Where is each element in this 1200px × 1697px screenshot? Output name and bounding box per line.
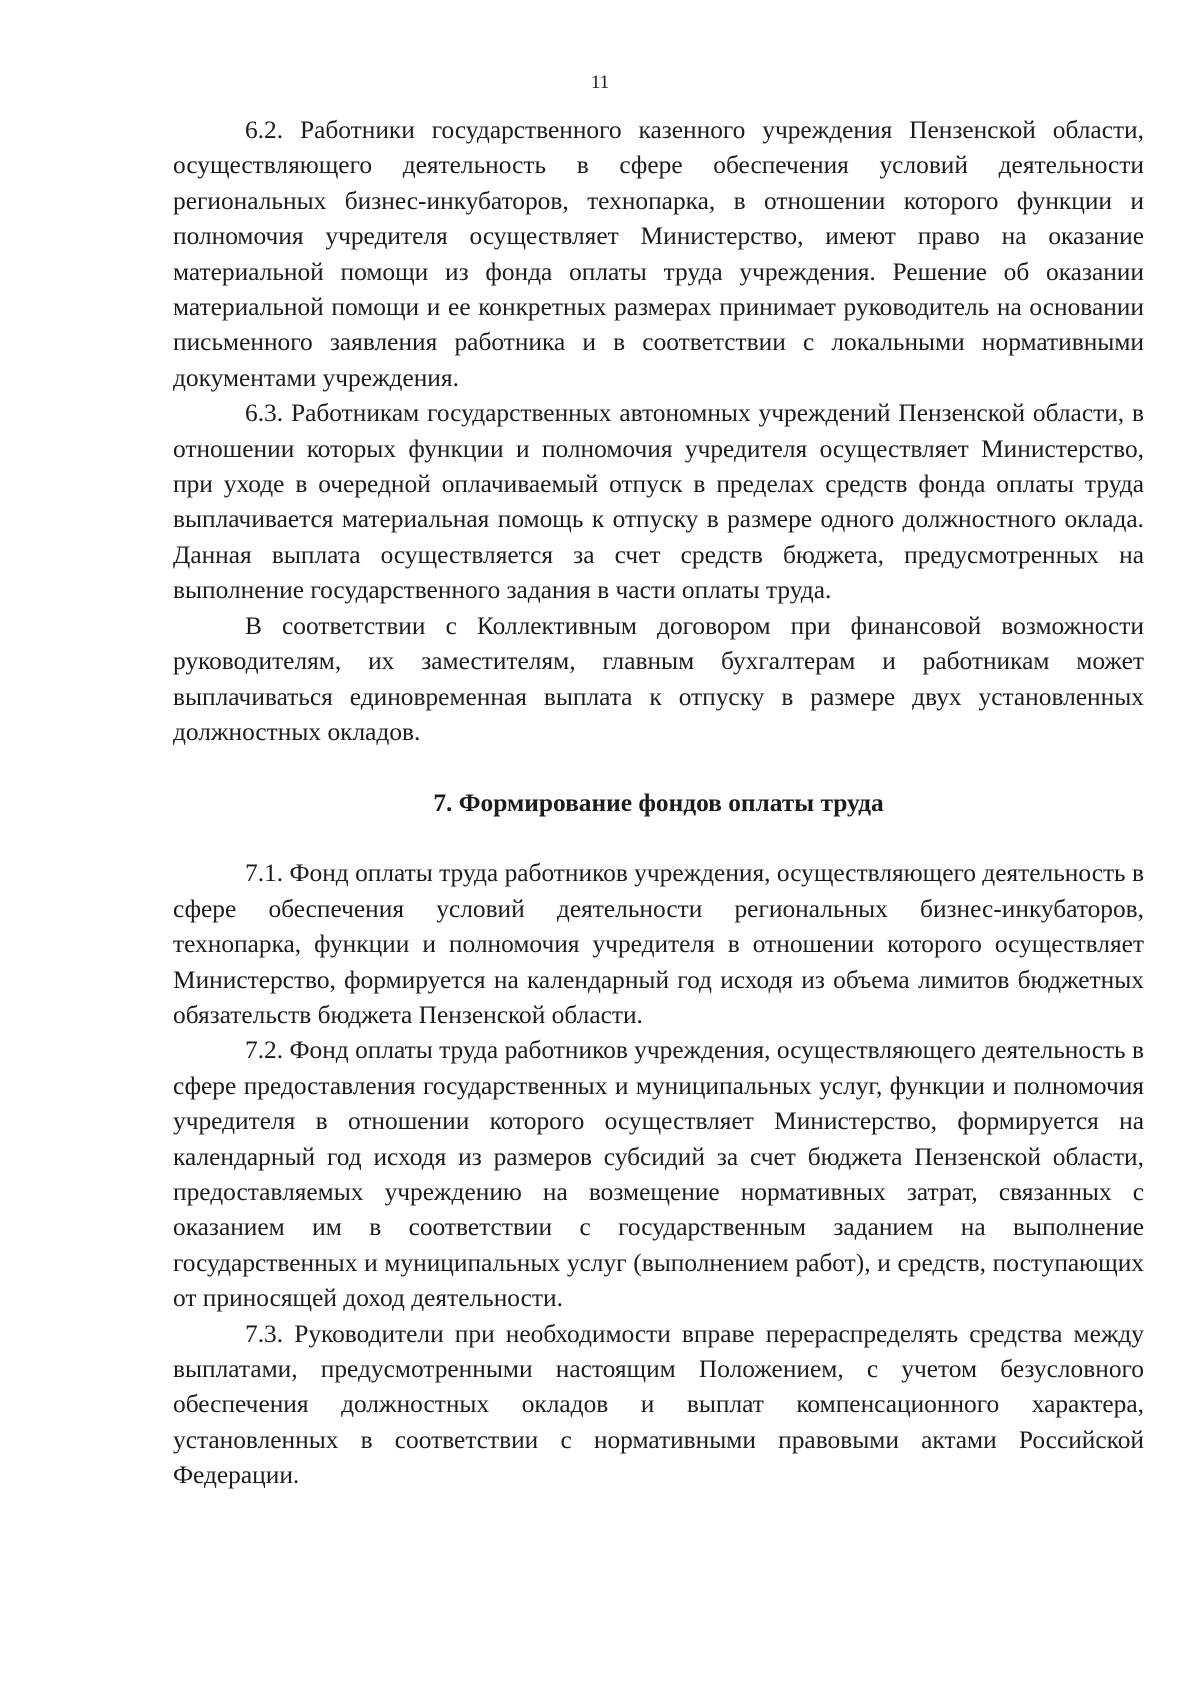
paragraph-7-3 (173, 1317, 1144, 1494)
paragraph-text: Фонд оплаты труда работников учреждения, осуществляющего деятельность в сфере предоставления государственных и муниципальных услуг, функции и полномочия учредителя в отношении которого осуществляет Министерство, формируется на календарный год исходя из размеров субсидий за счет бюджета Пензенской области, предоставляемых учреждению на возмещение нормативных затрат, связанных с оказанием им в соответствии с государственным заданием на выполнение государственных и муниципальных услуг (выполнением работ), и средств, поступающих от приносящей доход деятельности. (173, 1036, 1144, 1313)
paragraph-7-1 (173, 856, 1144, 1033)
clause-number: 7.1. (245, 859, 284, 888)
paragraph-text: Работники государственного казенного учреждения Пензенской области, осуществляющего деятельность в сфере обеспечения условий деятельности региональных бизнес-инкубаторов, технопарка, в отношении которого функции и полномочия учредителя осуществляет Министерство, имеют право на оказание материальной помощи из фонда оплаты труда учреждения. Решение об оказании материальной помощи и ее конкретных размерах принимает руководитель на основании письменного заявления работника и в соответствии с локальными нормативными документами учреждения. (173, 116, 1144, 392)
paragraph-text: Работникам государственных автономных учреждений Пензенской области, в отношении которых функции и полномочия учредителя осуществляет Министерство, при уходе в очередной оплачиваемый отпуск в пределах средств фонда оплаты труда выплачивается материальная помощь к отпуску в размере одного должностного оклада. Данная выплата осуществляется за счет средств бюджета, предусмотренных на выполнение государственного задания в части оплаты труда. (173, 399, 1144, 605)
paragraph-text: Фонд оплаты труда работников учреждения, осуществляющего деятельность в сфере обеспечения условий деятельности региональных бизнес-инкубаторов, технопарка, функции и полномочия учредителя в отношении которого осуществляет Министерство, формируется на календарный год исходя из объема лимитов бюджетных обязательств бюджета Пензенской области. (173, 859, 1144, 1029)
clause-number: 7.3. (245, 1319, 284, 1348)
document-body (173, 113, 1144, 1494)
paragraph-text: Руководители при необходимости вправе перераспределять средства между выплатами, предусмотренными настоящим Положением, с учетом безусловного обеспечения должностных окладов и выплат компенсационного характера, установленных в соответствии с нормативными правовыми актами Российской Федерации. (173, 1319, 1144, 1490)
paragraph-6-3 (173, 396, 1144, 608)
paragraph-collective-agreement: В соответствии с Коллективным договором при финансовой возможности руководителям, их заместителям, главным бухгалтерам и работникам может выплачиваться единовременная выплата к отпуску в размере двух установленных должностных окладов. (173, 611, 1144, 746)
clause-number: 6.2. (245, 116, 284, 144)
paragraph-6-2 (173, 113, 1144, 396)
clause-number: 6.3. (245, 399, 284, 428)
section-heading: 7. Формирование фондов оплаты труда (433, 789, 884, 818)
clause-number: 7.2. (245, 1036, 284, 1065)
paragraph-7-2 (173, 1033, 1144, 1316)
page-number: 11 (590, 72, 610, 93)
